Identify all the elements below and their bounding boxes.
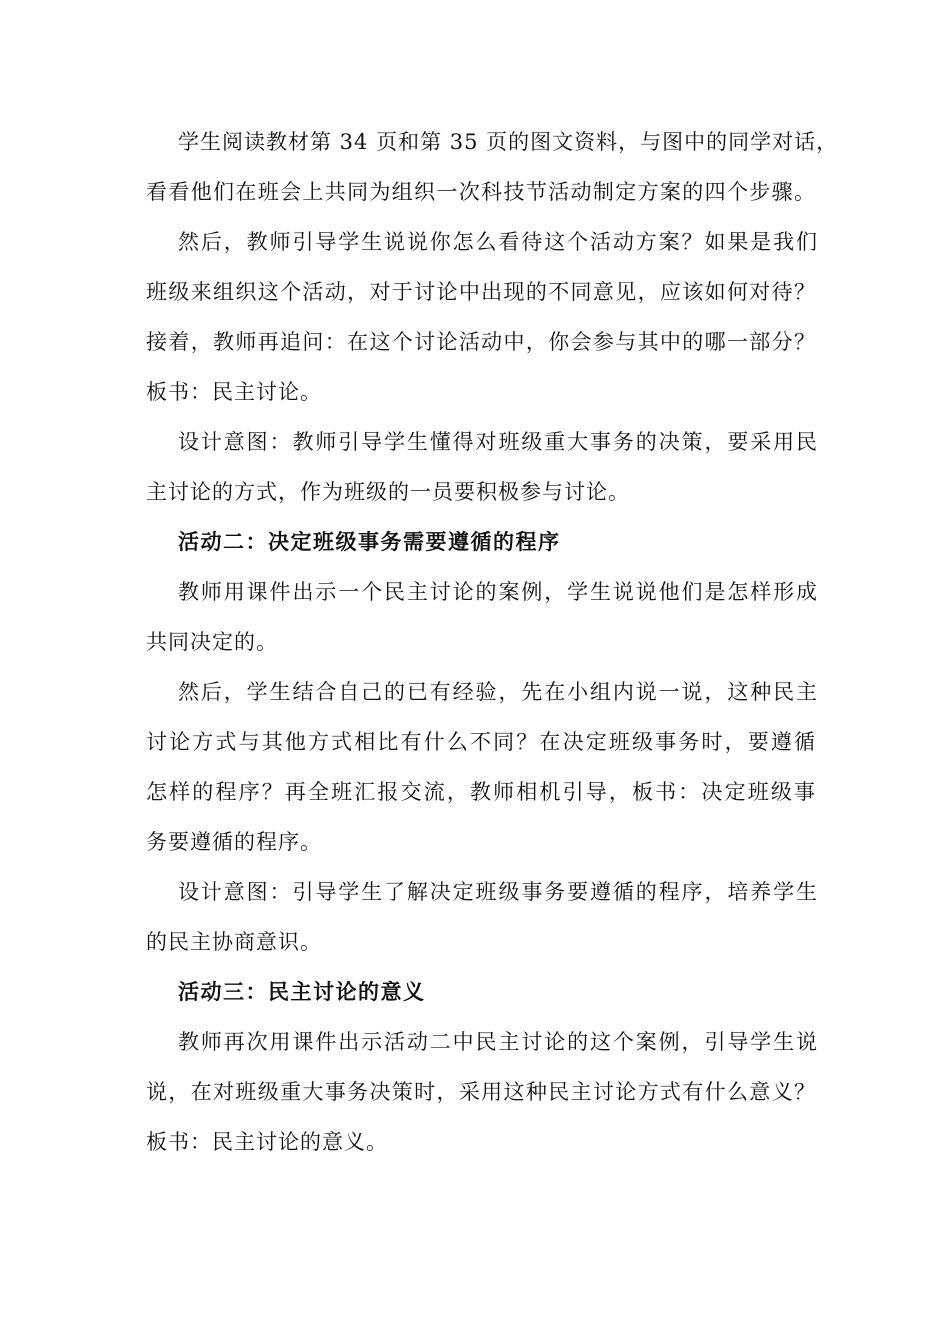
paragraph-5-line-4: 务要遵循的程序。: [146, 830, 322, 854]
paragraph-2-line-4: 板书：民主讨论。: [146, 380, 322, 404]
heading-activity-2: 活动二：决定班级事务需要遵循的程序: [178, 530, 561, 554]
paragraph-5-line-1: 然后，学生结合自己的已有经验，先在小组内说一说，这种民主: [178, 680, 818, 704]
paragraph-1-line-2: 看看他们在班会上共同为组织一次科技节活动制定方案的四个步骤。: [146, 180, 816, 204]
paragraph-6-line-1: 设计意图：引导学生了解决定班级事务要遵循的程序，培养学生: [178, 880, 818, 904]
paragraph-7-line-3: 板书：民主讨论的意义。: [146, 1130, 388, 1154]
paragraph-6-line-2: 的民主协商意识。: [146, 930, 322, 954]
paragraph-5-line-2: 讨论方式与其他方式相比有什么不同？在决定班级事务时，要遵循: [146, 730, 816, 754]
paragraph-4-line-2: 共同决定的。: [146, 630, 278, 654]
paragraph-3-line-2: 主讨论的方式，作为班级的一员要积极参与讨论。: [146, 480, 630, 504]
heading-activity-3: 活动三：民主讨论的意义: [178, 980, 426, 1004]
paragraph-1-line-1: 学生阅读教材第 34 页和第 35 页的图文资料，与图中的同学对话，: [178, 130, 839, 154]
paragraph-3-line-1: 设计意图：教师引导学生懂得对班级重大事务的决策，要采用民: [178, 430, 818, 454]
paragraph-2-line-3: 接着，教师再追问：在这个讨论活动中，你会参与其中的哪一部分？: [146, 330, 816, 354]
paragraph-7-line-1: 教师再次用课件出示活动二中民主讨论的这个案例，引导学生说: [178, 1030, 818, 1054]
paragraph-2-line-2: 班级来组织这个活动，对于讨论中出现的不同意见，应该如何对待？: [146, 280, 816, 304]
paragraph-5-line-3: 怎样的程序？再全班汇报交流，教师相机引导，板书：决定班级事: [146, 780, 816, 804]
paragraph-4-line-1: 教师用课件出示一个民主讨论的案例，学生说说他们是怎样形成: [178, 580, 818, 604]
paragraph-7-line-2: 说，在对班级重大事务决策时，采用这种民主讨论方式有什么意义？: [146, 1080, 816, 1104]
paragraph-2-line-1: 然后，教师引导学生说说你怎么看待这个活动方案？如果是我们: [178, 230, 818, 254]
